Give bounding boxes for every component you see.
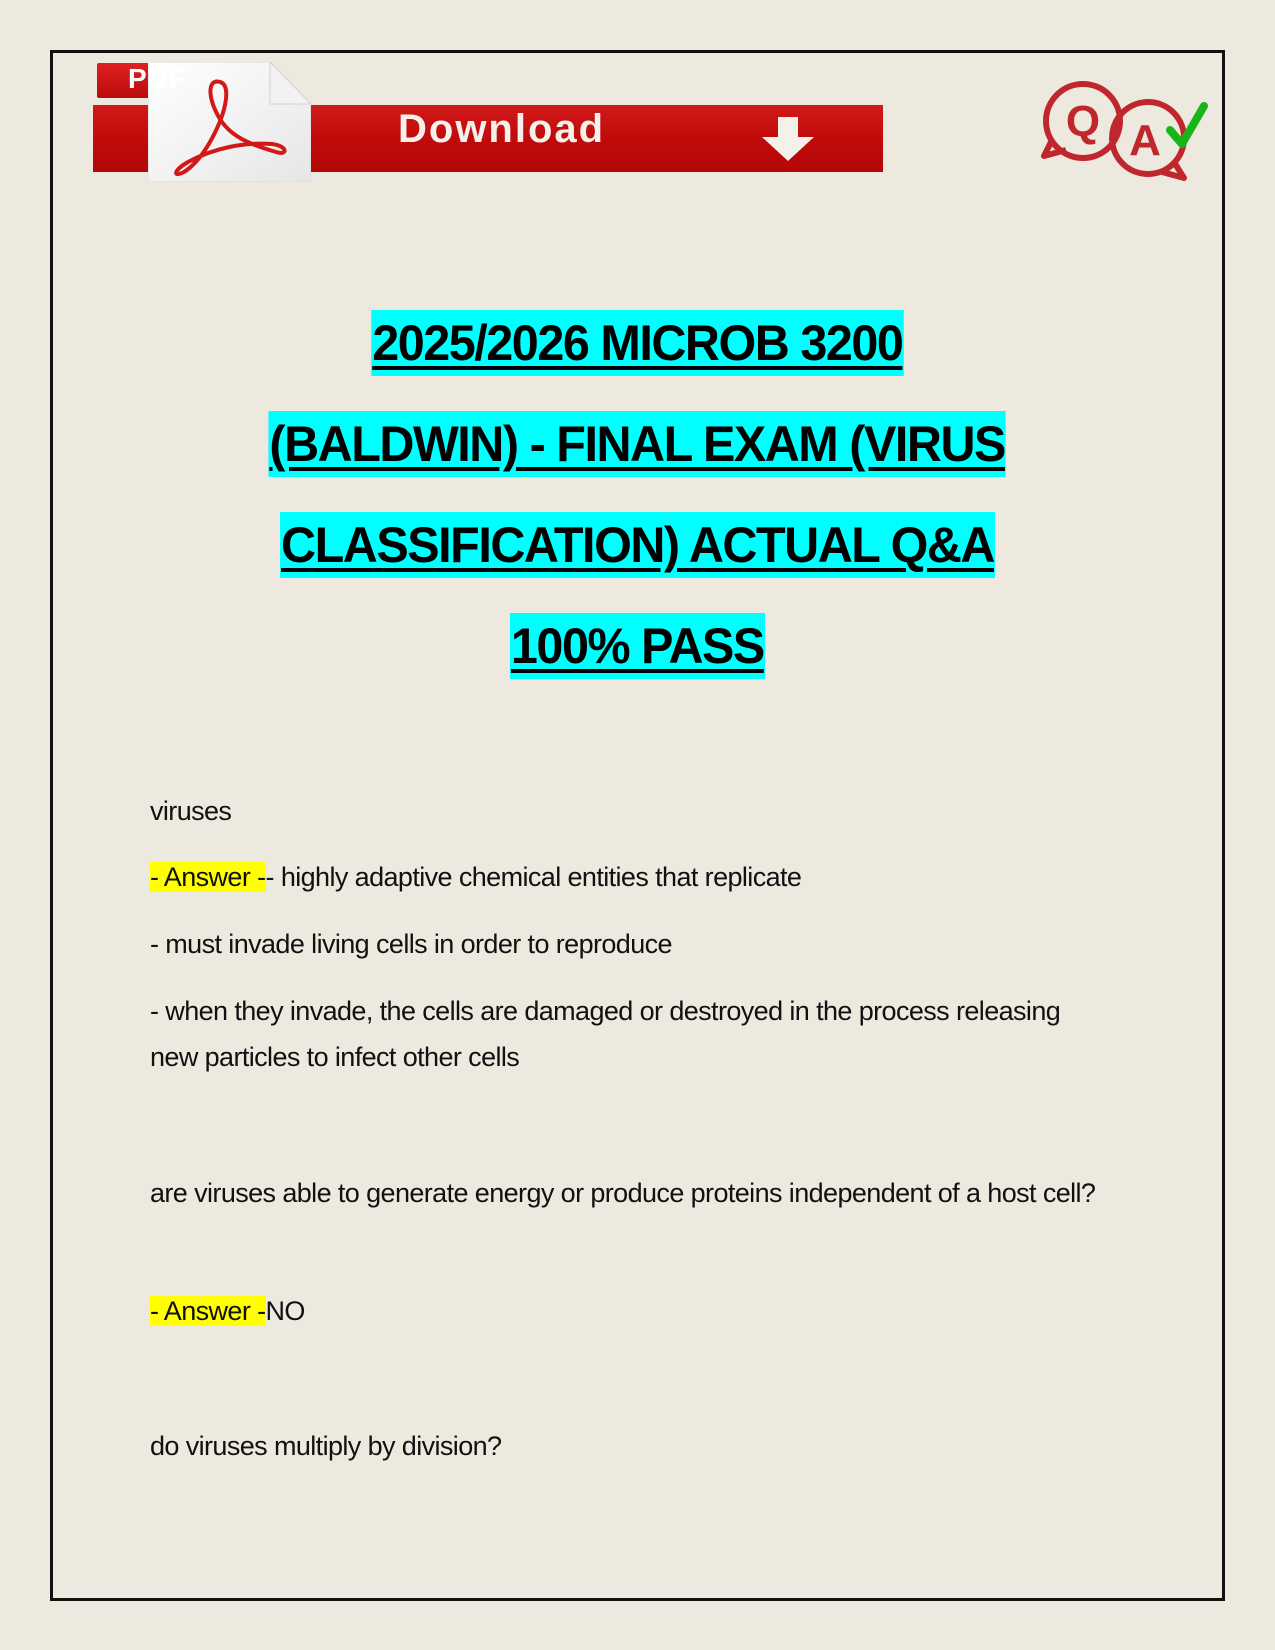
answer-line bbox=[150, 854, 1130, 900]
arrow-down-icon bbox=[758, 115, 818, 163]
answer-line bbox=[150, 1288, 1130, 1334]
title-line: CLASSIFICATION) ACTUAL Q&A bbox=[50, 512, 1225, 613]
question-text: do viruses multiply by division? bbox=[150, 1431, 502, 1461]
svg-text:Q: Q bbox=[1065, 97, 1101, 146]
qa-checkmark-icon bbox=[1038, 78, 1208, 183]
question-text: viruses bbox=[150, 796, 232, 826]
title-line: (BALDWIN) - FINAL EXAM (VIRUS bbox=[50, 411, 1225, 512]
document-title bbox=[50, 310, 1225, 714]
title-line: 2025/2026 MICROB 3200 bbox=[50, 310, 1225, 411]
answer-text: - highly adaptive chemical entities that replicate bbox=[265, 862, 802, 892]
download-label[interactable]: Download bbox=[398, 107, 606, 151]
answer-label: - Answer - bbox=[150, 1296, 266, 1326]
answer-text: - must invade living cells in order to reproduce bbox=[150, 929, 672, 959]
pdf-tab-label: PDF bbox=[128, 63, 187, 94]
answer-label: - Answer - bbox=[150, 862, 266, 892]
question-text: are viruses able to generate energy or produce proteins independent of a host cell? bbox=[150, 1178, 1096, 1208]
answer-text: NO bbox=[265, 1296, 305, 1326]
answer-text: - when they invade, the cells are damaged or destroyed in the process releasing new particles to infect other cells bbox=[150, 996, 1061, 1072]
svg-text:A: A bbox=[1129, 116, 1161, 165]
title-line: 100% PASS bbox=[50, 613, 1225, 714]
